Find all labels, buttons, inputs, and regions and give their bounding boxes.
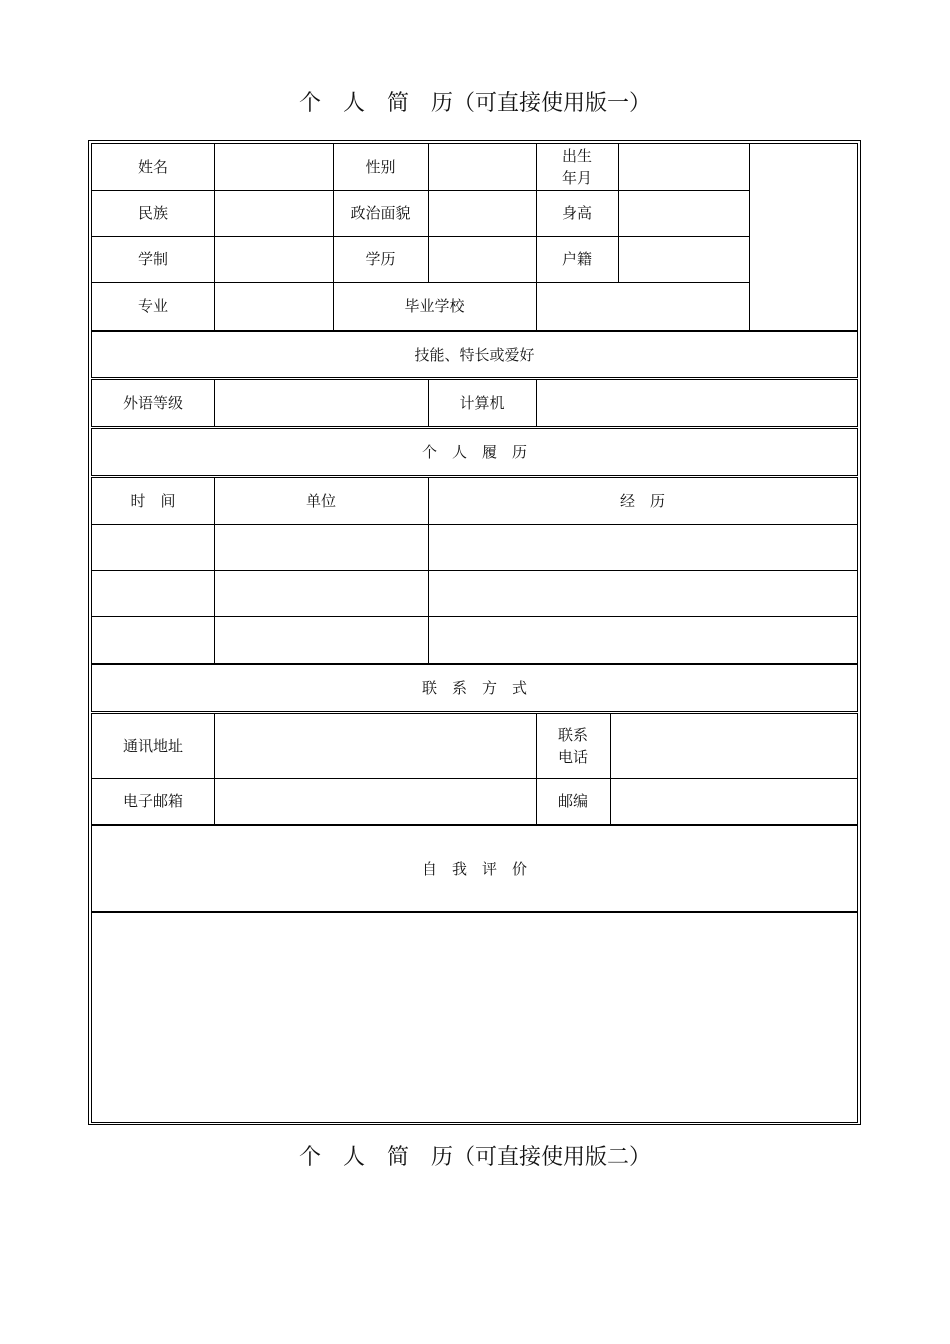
contact-header: 联 系 方 式 (421, 679, 527, 697)
birth-date-field[interactable] (619, 144, 749, 190)
resume-title-version-two: 个 人 简 历（可直接使用版二） (298, 1145, 651, 1170)
gender-label: 性别 (365, 158, 396, 176)
computer-field[interactable] (537, 380, 857, 426)
gender-field[interactable] (429, 144, 536, 190)
education-field[interactable] (429, 236, 536, 282)
resume-form (88, 140, 861, 1125)
experience-unit-cell[interactable] (215, 525, 428, 570)
experience-detail-cell[interactable] (429, 525, 857, 570)
schooling-field[interactable] (215, 236, 333, 282)
experience-time-cell[interactable] (92, 525, 214, 570)
major-label: 专业 (137, 297, 168, 315)
political-status-field[interactable] (429, 190, 536, 236)
skills-header: 技能、特长或爱好 (414, 345, 535, 364)
schooling-label: 学制 (137, 250, 168, 268)
computer-label: 计算机 (459, 394, 505, 412)
political-status-label: 政治面貌 (350, 204, 411, 222)
experience-header-section (91, 428, 858, 476)
email-field[interactable] (215, 779, 536, 824)
experience-time-cell[interactable] (92, 617, 214, 663)
experience-table (91, 477, 858, 664)
unit-column-header: 单位 (305, 492, 336, 510)
education-label: 学历 (365, 250, 396, 268)
postcode-field[interactable] (611, 779, 857, 824)
experience-time-cell[interactable] (92, 571, 214, 616)
basic-info-section (91, 143, 858, 331)
experience-unit-cell[interactable] (215, 617, 428, 663)
birth-date-label: 出生 年月 (561, 147, 592, 187)
photo-area[interactable] (750, 144, 857, 330)
phone-label: 联系 电话 (557, 726, 588, 766)
email-label: 电子邮箱 (122, 792, 183, 810)
self-evaluation-header-section (91, 825, 858, 912)
name-field[interactable] (215, 144, 333, 190)
ethnicity-field[interactable] (215, 190, 333, 236)
experience-unit-cell[interactable] (215, 571, 428, 616)
language-level-label: 外语等级 (122, 394, 183, 412)
experience-detail-cell[interactable] (429, 571, 857, 616)
school-label: 毕业学校 (404, 297, 465, 315)
postcode-label: 邮编 (557, 792, 588, 810)
resume-title-version-one: 个 人 简 历（可直接使用版一） (298, 91, 651, 116)
major-field[interactable] (215, 282, 333, 330)
experience-detail-cell[interactable] (429, 617, 857, 663)
hukou-label: 户籍 (561, 250, 592, 268)
phone-field[interactable] (611, 714, 857, 778)
experience-header: 个 人 履 历 (421, 443, 527, 461)
contact-header-section (91, 664, 858, 712)
detail-column-header: 经 历 (619, 492, 665, 510)
school-field[interactable] (537, 282, 749, 330)
ethnicity-label: 民族 (137, 204, 168, 222)
self-evaluation-header: 自 我 评 价 (421, 859, 527, 878)
self-evaluation-content[interactable] (91, 912, 858, 1123)
address-label: 通讯地址 (122, 737, 183, 755)
skills-row-section (91, 379, 858, 427)
skills-header-section (91, 331, 858, 378)
height-label: 身高 (561, 204, 592, 222)
address-field[interactable] (215, 714, 536, 778)
name-label: 姓名 (137, 158, 168, 176)
contact-table (91, 713, 858, 825)
hukou-field[interactable] (619, 236, 749, 282)
height-field[interactable] (619, 190, 749, 236)
time-column-header: 时 间 (130, 492, 176, 510)
language-level-field[interactable] (215, 380, 428, 426)
